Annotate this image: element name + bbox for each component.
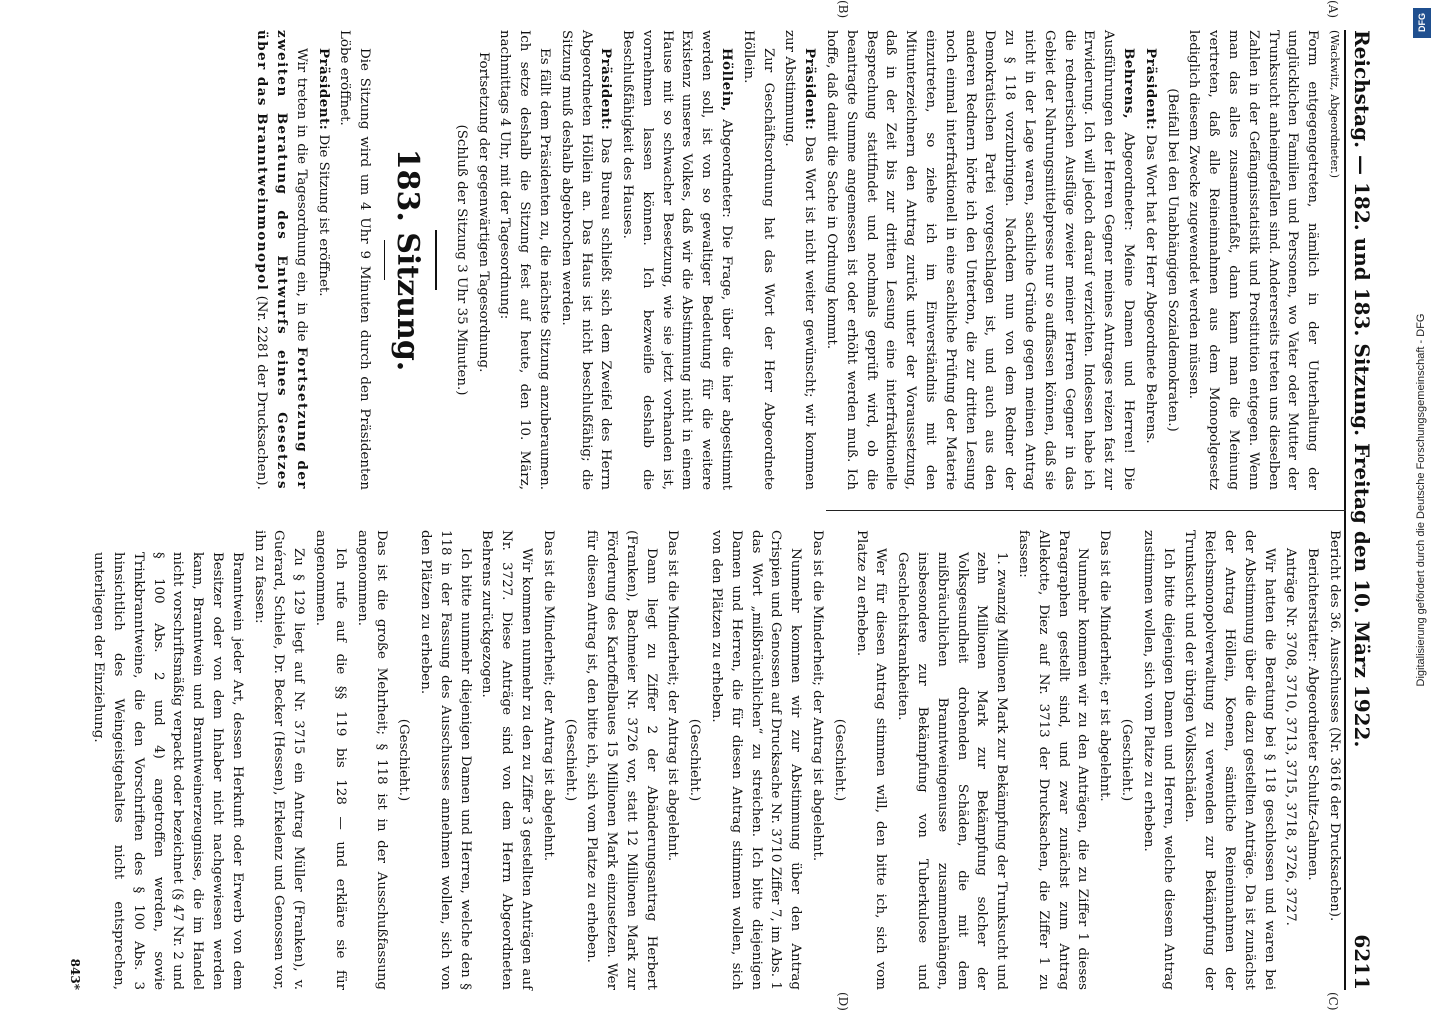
procedure-note: (Geschieht.) bbox=[687, 718, 703, 802]
president-remark bbox=[313, 30, 333, 490]
paragraph: Nunmehr kommen wir zu den Anträgen, die zu Ziffer 1 dieses Paragraphen gestellt sind, und zwar zunächst zum Antrag Allekotte, Diez auf Nr. 3713 der Drucksachen, die Ziffer 1 zu fassen: bbox=[1016, 530, 1091, 990]
agenda-ref: (Nr. 2281 der Drucksachen). bbox=[254, 295, 270, 490]
motion-quote: Branntwein jeder Art, dessen Herkunft oder Erwerb von dem Besitzer oder von dem Inhaber nicht nachgewiesen werden kann, Branntwein und Branntweinerzeugnisse, die im Handel nicht vorschriftsmäßig verpackt oder bezeichnet (§ 47 Nr. 2 und § 100 Abs. 2 und 4) angetroffen werden, sowie Trinkbranntweine, die den Vorschriften des § 100 Abs. 3 hinsichtlich des Weingeistgehaltes nicht entsprechen, unterliegen der Einziehung. bbox=[91, 552, 245, 990]
speaker-label: Präsident: bbox=[802, 48, 819, 131]
motion-quote: 1. zwanzig Millionen Mark zur Bekämpfung der Trunksucht und zehn Millionen Mark zur Bekämpfung solcher der Volksgesundheit drohenden Schäden, die mit dem mißbräuchlichen Branntweingenusse zusammenhängen, insbesondere zur Bekämpfung von Tuberkulose und Geschlechtskrankheiten. bbox=[895, 552, 1010, 990]
speaker-label: Präsident: bbox=[598, 48, 615, 131]
speaker-label: Präsident: bbox=[1142, 48, 1159, 131]
paragraph: Wer für diesen Antrag stimmen will, den bitte ich, sich vom Platze zu erheben. bbox=[853, 530, 889, 990]
sheet-signature: 843* bbox=[68, 958, 83, 990]
paragraph: Ich bitte nunmehr diejenigen Damen und Herren, welche den § 118 in der Fassung des Ausschusses annehmen wollen, sich von den Plätzen zu erheben. bbox=[417, 530, 473, 990]
procedure-note: (Geschieht.) bbox=[396, 718, 412, 802]
column-divider bbox=[826, 510, 1346, 511]
hoellein-speech bbox=[617, 30, 736, 490]
vote-result: Das ist die Minderheit; der Antrag ist abgelehnt. bbox=[810, 530, 826, 862]
speaker-label: Präsident: bbox=[315, 48, 332, 131]
paragraph: Nunmehr kommen wir zur Abstimmung über den Antrag Crispien und Genossen auf Drucksache Nr. 3710 Ziffer 7, im Abs. 1 das Wort „mißbräuchlichen“ zu streichen. Ich bitte diejenigen Damen und Herren, die für diesen Antrag stimmen wollen, sich von den Plätzen zu erheben. bbox=[709, 530, 804, 990]
margin-mark-b: (B) bbox=[836, 0, 850, 19]
title-rule bbox=[384, 240, 385, 280]
president-remark bbox=[556, 30, 615, 490]
agenda-subject: Fortsetzung der zweiten Beratung des Entwurfs eines Gesetzes über das Branntweinmonopol bbox=[254, 30, 310, 490]
president-remark bbox=[1140, 30, 1160, 490]
session-end-note: (Schluß der Sitzung 3 Uhr 35 Minuten.) bbox=[453, 124, 469, 396]
rotated-page bbox=[60, 0, 1390, 1030]
speech-text: Das Wort hat der Herr Abgeordnete Behrens. bbox=[1142, 134, 1158, 444]
paragraph: Ich bitte diejenigen Damen und Herren, welche diesem Antrag zustimmen wollen, sich vom Platze zu erheben. bbox=[1140, 530, 1176, 990]
speech-text: Die Sitzung ist eröffnet. bbox=[315, 134, 331, 297]
vote-result: Das ist die Minderheit; er ist abgelehnt. bbox=[1097, 530, 1113, 802]
paragraph: Ich rufe auf die §§ 119 bis 128 — und erkläre sie für angenommen. bbox=[312, 530, 348, 990]
paragraph: Es fällt dem Präsidenten zu, die nächste Sitzung anzuberaumen. Ich setze deshalb die Sitzung fest auf heute, den 10. März, nachmittags 4 Uhr, mit der Tagesordnung: bbox=[497, 30, 552, 490]
dfg-logo: DFG bbox=[1413, 8, 1431, 38]
page-header bbox=[1344, 30, 1390, 990]
motions-list: Anträge Nr. 3708, 3710, 3713, 3715, 3718, 3726, 3727. bbox=[1283, 548, 1299, 926]
page-number: 6211 bbox=[1350, 934, 1374, 990]
paragraph: Die Sitzung wird um 4 Uhr 9 Minuten durch den Präsidenten Löbe eröffnet. bbox=[337, 30, 373, 490]
margin-mark-d: (D) bbox=[836, 992, 850, 1011]
speaker-note: (Wackwitz, Abgeordneter.) bbox=[1328, 30, 1341, 178]
digitization-text: Digitalisierung gefördert durch die Deutsche Forschungsgemeinschaft - DFG bbox=[1415, 313, 1427, 687]
president-remark bbox=[780, 30, 820, 490]
section-rule bbox=[435, 230, 437, 290]
paragraph: Wir kommen nunmehr zu den zu Ziffer 3 gestellten Anträgen auf Nr. 3727. Diese Anträge sind von dem Herrn Abgeordneten Behrens zurückgezogen. bbox=[479, 530, 534, 990]
procedure-note: (Geschieht.) bbox=[831, 718, 847, 802]
margin-mark-c: (C) bbox=[1326, 992, 1340, 1011]
paragraph: Wir hatten die Beratung bei § 118 geschlossen und waren bei der Abstimmung über die dazu gestellten Anträge. Da ist zunächst der Antrag Höllein, Koenen, sämtliche Reineinnahmen der Reichsmonopolverwaltung zu verwenden zur Bekämpfung der Trunksucht und der übrigen Volksschäden. bbox=[1182, 530, 1277, 990]
report-heading: Bericht des 36. Ausschusses (Nr. 3616 der Drucksachen). bbox=[1327, 530, 1342, 922]
procedure-note: (Geschieht.) bbox=[1119, 718, 1135, 802]
margin-mark-a: (A) bbox=[1326, 0, 1340, 19]
speaker-label: Behrens, bbox=[1121, 48, 1138, 120]
agenda-intro: Wir treten in die Tagesordnung ein, in die bbox=[293, 48, 309, 342]
vote-result: Das ist die große Mehrheit; § 118 ist in der Ausschußfassung angenommen. bbox=[354, 530, 390, 990]
speech-text: Das Bureau schließt sich dem Zweifel des Herrn Abgeordneten Höllein an. Das Haus ist nicht beschlußfähig; die Sitzung muß deshalb abgebrochen werden. bbox=[558, 30, 614, 490]
left-column bbox=[249, 30, 1344, 490]
session-title: 183. Sitzung. bbox=[389, 148, 425, 372]
paragraph: Form entgegengetreten, nämlich in der Unterhaltung der unglücklichen Familien und Personen, wo Vater oder Mutter der Trunksucht anheimgefallen sind. Andererseits treten uns dieselben Zahlen in der Gefängnisstatistik und Prostitution entgegen. Wenn man das alles zusammenfaßt, dann kann man die Meinung vertreten, daß alle Reineinnahmen aus dem Monopolgesetz lediglich diesem Zwecke zugewendet werden müssen. bbox=[1186, 30, 1321, 490]
vote-result: Das ist die Minderheit; der Antrag ist abgelehnt. bbox=[540, 530, 556, 862]
paragraph: Zu § 129 liegt auf Nr. 3715 ein Antrag Müller (Franken), v. Guérard, Schiele, Dr. Becker (Hessen), Erkelenz und Genossen vor, ihn zu fassen: bbox=[251, 530, 307, 990]
agenda-paragraph bbox=[251, 30, 310, 490]
speaker-label: Höllein, bbox=[719, 48, 736, 112]
speech-text: Abgeordneter: Die Frage, über die hier abgestimmt werden soll, ist von so gewaltiger Bedeutung für die weitere Existenz unseres Volkes, daß wir die Abstimmung nicht in einem Hause mit so schwacher Besetzung, wie sie jetzt vorhanden ist, vornehmen lassen können. Ich bezweifle deshalb die Beschlußfähigkeit des Hauses. bbox=[620, 30, 735, 490]
speech-text: Das Wort ist nicht weiter gewünscht; wir kommen zur Abstimmung. bbox=[782, 30, 818, 490]
digitization-note bbox=[1412, 0, 1430, 1000]
agenda-item: Fortsetzung der gegenwärtigen Tagesordnung. bbox=[475, 52, 491, 373]
paragraph: Zur Geschäftsordnung hat das Wort der Herr Abgeordnete Höllein. bbox=[740, 30, 776, 490]
rapporteur: Berichterstatter: Abgeordneter Schultz-Gahmen. bbox=[1305, 548, 1321, 881]
header-title: Reichstag. — 182. und 183. Sitzung. Freitag den 10. März 1922. bbox=[1350, 30, 1374, 748]
speech-text: Abgeordneter: Meine Damen und Herren! Die Ausführungen der Herren Gegner meines Antrages reizen fast zur Erwiderung. Ich will jedoch darauf verzichten. Indessen habe ich die rednerischen Ausflüge zweier meiner Herren Gegner in das Gebiet der Nahrungsmittelpresse nur so auffassen können, daß sie nicht in der Lage waren, sachliche Gründe gegen meinen Antrag zu § 118 vorzubringen. Nachdem nun von dem Redner der Demokratischen Partei vorgeschlagen ist, und auch aus den anderen Rednern hörte ich den Unterton, die zur dritten Lesung noch einmal interfraktionell in eine sachliche Prüfung der Materie einzutreten, so ziehe ich im Einverständnis mit den Mitunterzeichnern den Antrag zurück unter der Voraussetzung, daß in der Zeit bis zur dritten Lesung eine interfraktionelle Besprechung stattfindet und nochmals geprüft wird, ob die beantragte Summe angemessen ist oder erhöht werden muß. Ich hoffe, daß damit die Sache in Ordnung kommt. bbox=[824, 30, 1137, 490]
procedure-note: (Geschieht.) bbox=[562, 718, 578, 802]
vote-result: Das ist die Minderheit; der Antrag ist abgelehnt. bbox=[665, 530, 681, 862]
paragraph: Dann liegt zu Ziffer 2 der Abänderungsantrag Herbert (Franken), Bachmeier Nr. 3726 vor, statt 12 Millionen Mark zur Förderung des Kartoffelbaues 15 Millionen Mark einzusetzen. Wer für diesen Antrag ist, den bitte ich, sich vom Platze zu erheben. bbox=[584, 530, 659, 990]
applause-note: (Beifall bei den Unabhängigen Sozialdemokraten.) bbox=[1164, 88, 1180, 432]
right-column bbox=[63, 530, 1344, 990]
behrens-speech bbox=[821, 30, 1138, 490]
